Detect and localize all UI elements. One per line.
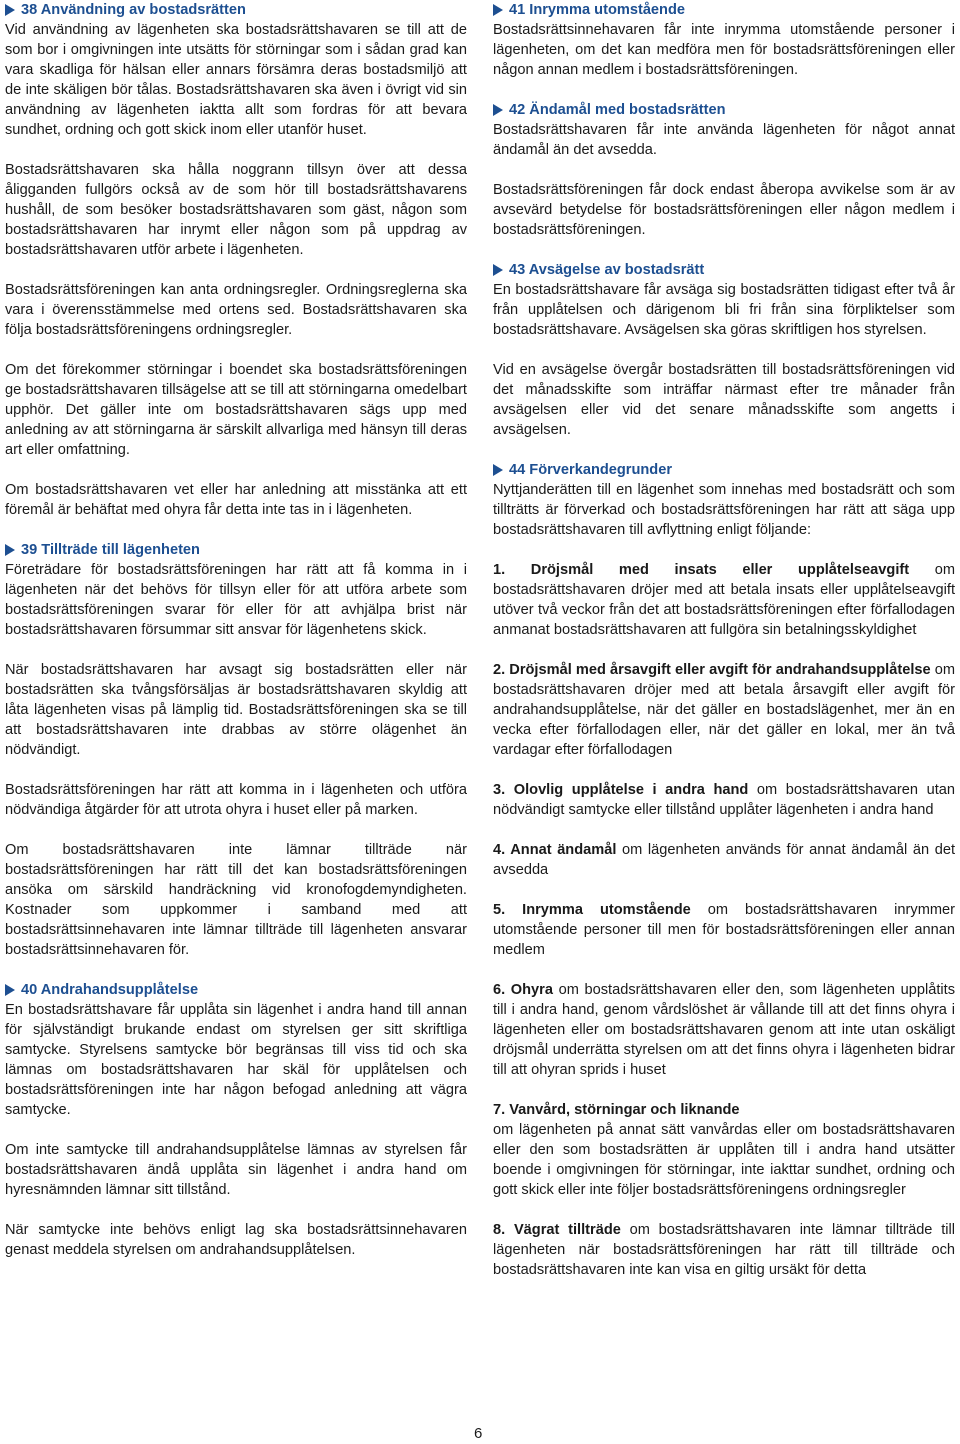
left-column <box>5 0 467 1280</box>
paragraph: En bostadsrättshavare får upplåta sin lägenhet i andra hand till annan för självständigt brukande endast om styrelsen ger sitt skriftliga samtycke. Styrelsens samtycke bör begränsas till viss tid och ska lämnas om bostadsrättshavaren har skäl för upplåtelsen och bostadsrättsföreningen inte har någon befogad anledning att vägra samtycke. <box>5 1002 467 1118</box>
list-item: 2. Dröjsmål med årsavgift eller avgift för andrahandsupplåtelse om bostadsrättshavaren dröjer med att betala årsavgift eller avgift för andrahandsupplåtelse, när det gäller en bostadslägenhet, mer än en vecka efter förfallodagen eller, när det gäller en lokal, mer än två vardagar efter förfallodagen <box>493 662 956 758</box>
paragraph: När samtycke inte behövs enligt lag ska bostadsrättsinnehavaren genast meddela styrelsen om andrahandsupplåtelsen. <box>5 1222 467 1258</box>
paragraph: Bostadsrättsföreningen får dock endast åberopa avvikelse som är av avsevärd betydelse för bostadsrättsföreningen eller någon medlem i bostadsrättsföreningen. <box>493 182 955 238</box>
list-item: 5. Inrymma utomstående om bostadsrättshavaren inrymmer utomstående personer till men för bostadsrättsföreningen eller annan medlem <box>493 902 955 958</box>
paragraph: Om inte samtycke till andrahandsupplåtelse lämnas av styrelsen får bostadsrättshavaren ändå upplåta sin lägenhet i andra hand om hyresnämnden lämnar sitt tillstånd. <box>5 1142 467 1198</box>
paragraph: Vid en avsägelse övergår bostadsrätten till bostadsrättsföreningen vid det månadsskifte som inträffar närmast efter tre månader från avsägelsen eller vid det senare månadsskifte som angetts i avsägelsen. <box>493 362 955 438</box>
section-marker-icon <box>493 4 503 16</box>
list-item: 4. Annat ändamål om lägenheten används för annat ändamål än det avsedda <box>493 842 955 878</box>
section-39-heading: 39 Tillträde till lägenheten <box>5 540 467 560</box>
list-item: 1. Dröjsmål med insats eller upplåtelseavgift om bostadsrättshavaren dröjer med att betala insats eller upplåtelseavgift utöver två veckor från det att bostadsrättsföreningen efter förfallodagen anmanat bostadsrättshavaren att fullgöra sin betalningsskyldighet <box>493 562 955 638</box>
section-42-heading: 42 Ändamål med bostadsrätten <box>493 100 955 120</box>
paragraph: Bostadsrättsföreningen har rätt att komma in i lägenheten och utföra nödvändiga åtgärder för att utrota ohyra i huset eller på marken. <box>5 782 467 818</box>
section-marker-icon <box>493 464 503 476</box>
section-marker-icon <box>493 264 503 276</box>
section-38-heading: 38 Användning av bostadsrätten <box>5 0 467 20</box>
section-43-heading: 43 Avsägelse av bostadsrätt <box>493 260 955 280</box>
paragraph: Bostadsrättshavaren får inte använda lägenheten för något annat ändamål än det avsedda. <box>493 122 955 158</box>
section-44-heading: 44 Förverkandegrunder <box>493 460 955 480</box>
list-item: 8. Vägrat tillträde om bostadsrättshavaren inte lämnar tillträde till lägenheten när bostadsrättsföreningen har rätt till tillträde och bostadsrättshavaren inte kan visa en giltig ursäkt för detta <box>493 1222 955 1278</box>
paragraph: När bostadsrättshavaren har avsagt sig bostadsrätten eller när bostadsrätten ska tvångsförsäljas är bostadsrättshavaren skyldig att låta lägenheten visas på lämplig tid. Bostadsrättsföreningen ska se till att bostadsrättshavaren inte drabbas av större olägenhet än nödvändigt. <box>5 662 467 758</box>
paragraph: Bostadsrättshavaren ska hålla noggrann tillsyn över att dessa åligganden fullgörs också av de som hör till bostadsrättshavarens hushåll, de som besöker bostadsrättshavaren som gäst, någon som bostadsrättshavaren har inrymt eller någon som på uppdrag av bostadsrättshavaren utför arbete i lägenheten. <box>5 162 467 258</box>
paragraph: Bostadsrättsinnehavaren får inte inrymma utomstående personer i lägenheten, om det kan medföra men för bostadsrättsföreningen eller någon annan medlem i bostadsrättsföreningen. <box>493 22 955 78</box>
paragraph: Bostadsrättsföreningen kan anta ordningsregler. Ordningsreglerna ska vara i överensstämmelse med ortens sed. Bostadsrättshavaren ska följa bostadsrättsföreningens ordningsregler. <box>5 282 467 338</box>
paragraph: En bostadsrättshavare får avsäga sig bostadsrätten tidigast efter två år från upplåtelsen och därigenom bli fri från sina förpliktelser som bostadsrättshavare. Avsägelsen ska göras skriftligen hos styrelsen. <box>493 282 955 338</box>
section-marker-icon <box>5 544 15 556</box>
paragraph: Om det förekommer störningar i boendet ska bostadsrättsföreningen ge bostadsrättshavaren tillsägelse att se till att störningarna omedelbart upphör. Det gäller inte om bostadsrättshavaren sägs upp med anledning av att störningarna är särskilt allvarliga med hänsyn till deras art eller omfattning. <box>5 362 467 458</box>
right-column <box>493 0 955 1300</box>
section-40-heading: 40 Andrahandsupplåtelse <box>5 980 467 1000</box>
paragraph: Om bostadsrättshavaren inte lämnar tillträde när bostadsrättsföreningen har rätt till det kan bostadsrättsföreningen ansöka om särskild handräckning vid kronofogdemyndigheten. Kostnader som uppkommer i samband med att bostadsrättsinnehavaren inte lämnar tillträde till lägenheten ansvarar bostadsrättsinnehavaren för. <box>5 842 467 958</box>
list-item: 7. Vanvård, störningar och liknande om lägenheten på annat sätt vanvårdas eller om bostadsrättshavaren eller den som bostadsrätten är upplåten till i andra hand utsätter boende i omgivningen för störningar, inte iakttar sundhet, ordning och gott skick eller inte följer bostadsrättsföreningens ordningsregler <box>493 1102 955 1198</box>
section-marker-icon <box>493 104 503 116</box>
paragraph: Nyttjanderätten till en lägenhet som innehas med bostadsrätt och som tillträtts är förverkad och bostadsrättsföreningen har rätt att säga upp bostadsrättshavaren till avflyttning enligt följande: <box>493 482 955 538</box>
section-41-heading: 41 Inrymma utomstående <box>493 0 955 20</box>
section-marker-icon <box>5 984 15 996</box>
section-marker-icon <box>5 4 15 16</box>
paragraph: Företrädare för bostadsrättsföreningen har rätt att få komma in i lägenheten när det behövs för tillsyn eller för att utföra arbete som bostadsrättsföreningen svarar för eller för att avhjälpa brist när bostadsrättshavaren försummar sitt ansvar för lägenhetens skick. <box>5 562 467 638</box>
list-item: 3. Olovlig upplåtelse i andra hand om bostadsrättshavaren utan nödvändigt samtycke eller tillstånd upplåter lägenheten i andra hand <box>493 782 955 818</box>
page-number: 6 <box>474 1425 483 1442</box>
paragraph: Vid användning av lägenheten ska bostadsrättshavaren se till att de som bor i omgivningen inte utsätts för störningar som i sådan grad kan vara skadliga för hälsan eller annars försämra deras bostadsmiljö att de inte skäligen bör tålas. Bostadsrättshavaren ska även i övrigt vid sin användning av lägenheten iaktta allt som fordras för att bevara sundhet, ordning och gott skick inom eller utanför huset. <box>5 22 467 138</box>
list-item: 6. Ohyra om bostadsrättshavaren eller den, som lägenheten upplåtits till i andra hand, genom vårdslöshet är vållande till att det finns ohyra i lägenheten eller om bostadsrättshavaren genom att inte utan oskäligt dröjsmål underrätta styrelsen om att det finns ohyra i lägenheten bidrar till att ohyran sprids i huset <box>493 982 956 1078</box>
paragraph: Om bostadsrättshavaren vet eller har anledning att misstänka att ett föremål är behäftat med ohyra får detta inte tas in i lägenheten. <box>5 482 467 518</box>
